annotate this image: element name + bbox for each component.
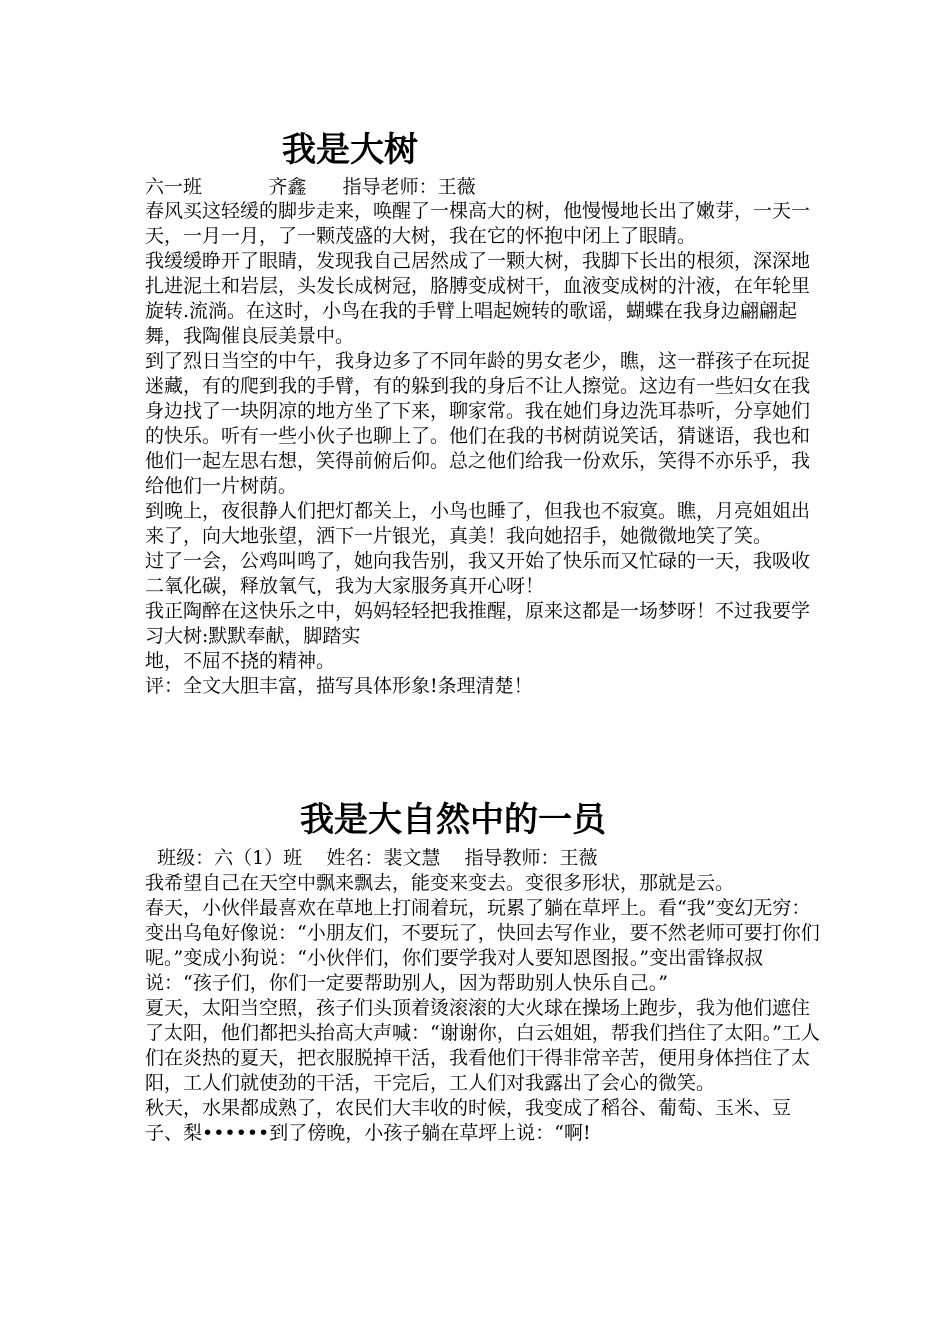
essay1-byline: 六一班 齐鑫 指导老师：王薇 (145, 176, 476, 198)
essay2-paragraph: 春天，小伙伴最喜欢在草地上打闹着玩，玩累了躺在草坪上。看“我”变幻无穷：变出乌龟好像说：“小朋友们，不要玩了，快回去写作业，要不然老师可要打你们呢。”变成小狗说：“小伙伴们，你们要学我对人要知恩图报。”变出雷锋叔叔说：“孩子们，你们一定要帮助别人，因为帮助别人快乐自己。” (145, 897, 820, 994)
essay2-paragraph: 秋天，水果都成熟了，农民们大丰收的时候，我变成了稻谷、葡萄、玉米、豆子、梨••••••到了傍晚，小孩子躺在草坪上说：“啊! (145, 1097, 792, 1144)
essay2-paragraph: 我希望自己在天空中飘来飘去，能变来变去。变很多形状，那就是云。 (145, 872, 735, 894)
essay2-paragraph: 夏天，太阳当空照，孩子们头顶着烫滚滚的大火球在操场上跑步，我为他们遮住了太阳，他们都把头抬高大声喊：“谢谢你，白云姐姐，帮我们挡住了太阳。”工人们在炎热的夏天，把衣服脱掉干活，我看他们干得非常辛苦，便用身体挡住了太阳，工人们就使劲的干活，干完后，工人们对我露出了会心的微笑。 (145, 997, 820, 1094)
essay1-title: 我是大树 (282, 130, 418, 170)
essay1-comment: 评：全文大胆丰富，描写具体形象!条理清楚！ (145, 675, 533, 697)
essay1-paragraph: 到了烈日当空的中午，我身边多了不同年龄的男女老少，瞧，这一群孩子在玩捉迷藏，有的爬到我的手臂，有的躲到我的身后不让人擦觉。这边有一些妇女在我身边找了一块阴凉的地方坐了下来，聊家常。我在她们身边洗耳恭听，分享她们的快乐。听有一些小伙子也聊上了。他们在我的书树荫说笑话，猜谜语，我也和他们一起左思右想，笑得前俯后仰。总之他们给我一份欢乐，笑得不亦乐乎，我给他们一片树荫。 (145, 350, 811, 497)
essay2-body (145, 871, 825, 1146)
essay1-paragraph: 春风买这轻缓的脚步走来，唤醒了一棵高大的树，他慢慢地长出了嫩芽，一天一天，一月一月，了一颗茂盛的大树，我在它的怀抱中闭上了眼睛。 (145, 200, 811, 247)
essay1-paragraph: 我正陶醉在这快乐之中，妈妈轻轻把我推醒，原来这都是一场梦呀！不过我要学习大树:默默奉献，脚踏实 地，不屈不挠的精神。 (145, 600, 811, 672)
essay1-paragraph: 到晚上，夜很静人们把灯都关上，小鸟也睡了，但我也不寂寞。瞧，月亮姐姐出来了，向大地张望，洒下一片银光，真美！我向她招手，她微微地笑了笑。 (145, 500, 811, 547)
essay2-byline: 班级：六（1）班 姓名：裴文慧 指导教师：王薇 (145, 847, 598, 869)
essay1-paragraph: 过了一会，公鸡叫鸣了，她向我告别，我又开始了快乐而又忙碌的一天，我吸收二氧化碳，释放氧气，我为大家服务真开心呀！ (145, 550, 811, 597)
essay2-title: 我是大自然中的一员 (300, 800, 606, 840)
essay1-body (145, 199, 825, 699)
essay1-paragraph: 我缓缓睁开了眼睛，发现我自己居然成了一颗大树，我脚下长出的根须，深深地扎进泥土和岩层，头发长成树冠，胳膊变成树干，血液变成树的汁液，在年轮里旋转.流淌。在这时，小鸟在我的手臂上唱起婉转的歌谣，蝴蝶在我身边翩翩起舞，我陶催良辰美景中。 (145, 250, 811, 347)
